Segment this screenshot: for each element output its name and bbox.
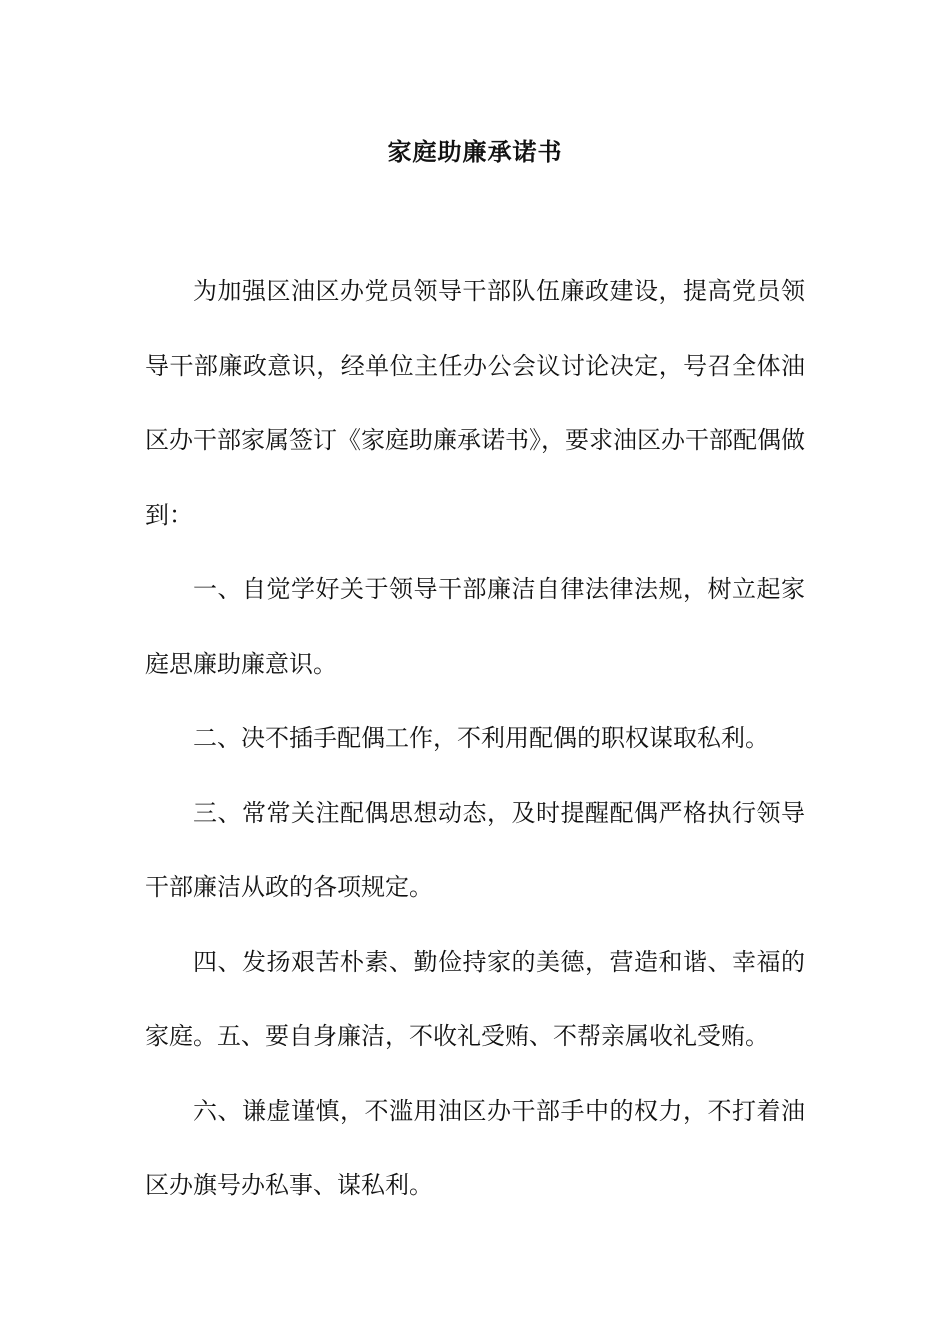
document-title: 家庭助廉承诺书 — [387, 137, 563, 166]
paragraph-item-2: 二、决不插手配偶工作，不利用配偶的职权谋取私利。 — [193, 724, 769, 752]
paragraph-item-4-5: 四、发扬艰苦朴素、勤俭持家的美德，营造和谐、幸福的家庭。五、要自身廉洁，不收礼受贿、不帮亲属收礼受贿。 — [145, 947, 805, 1050]
paragraph-item-3: 三、常常关注配偶思想动态，及时提醒配偶严格执行领导干部廉洁从政的各项规定。 — [145, 798, 805, 901]
document-body — [145, 254, 805, 1223]
paragraph-item-6: 六、谦虚谨慎，不滥用油区办干部手中的权力，不打着油区办旗号办私事、谋私利。 — [145, 1096, 805, 1199]
paragraph-intro: 为加强区油区办党员领导干部队伍廉政建设，提高党员领导干部廉政意识，经单位主任办公会议讨论决定，号召全体油区办干部家属签订《家庭助廉承诺书》，要求油区办干部配偶做到： — [145, 277, 805, 529]
paragraph-item-1: 一、自觉学好关于领导干部廉洁自律法律法规，树立起家庭思廉助廉意识。 — [145, 575, 805, 678]
